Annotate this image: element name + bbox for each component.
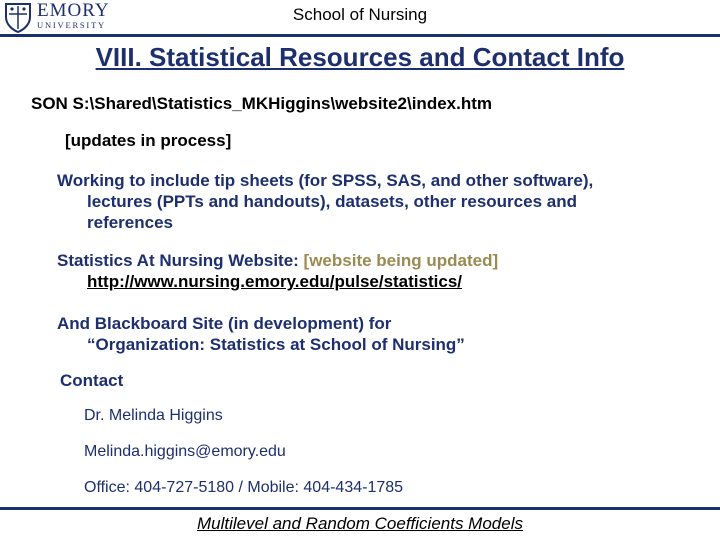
paragraph-line: lectures (PPTs and handouts), datasets, other resources and bbox=[87, 192, 577, 211]
contact-email: Melinda.higgins@emory.edu bbox=[84, 443, 286, 460]
paragraph-line: Working to include tip sheets (for SPSS, SAS, and other software), bbox=[57, 171, 594, 190]
contact-name: Dr. Melinda Higgins bbox=[84, 407, 223, 424]
logo-wordmark: EMORY bbox=[37, 0, 110, 21]
slide-footer: Multilevel and Random Coefficients Models bbox=[197, 514, 523, 533]
paragraph-line: And Blackboard Site (in development) for bbox=[57, 314, 392, 333]
website-paragraph bbox=[57, 250, 707, 292]
slide-title: VIII. Statistical Resources and Contact Info bbox=[95, 42, 625, 72]
slide-header: School of Nursing bbox=[292, 5, 428, 24]
tip-sheets-paragraph bbox=[57, 170, 707, 233]
paragraph-line: “Organization: Statistics at School of Nursing” bbox=[87, 335, 465, 354]
header-divider bbox=[0, 34, 720, 37]
file-path: SON S:\Shared\Statistics_MKHiggins\website2\index.htm bbox=[31, 94, 492, 113]
website-status-note: [website being updated] bbox=[303, 251, 499, 270]
statistics-website-link[interactable]: http://www.nursing.emory.edu/pulse/statistics/ bbox=[87, 272, 462, 291]
paragraph-line: references bbox=[87, 213, 174, 232]
contact-phones: Office: 404-727-5180 / Mobile: 404-434-1785 bbox=[84, 479, 404, 496]
blackboard-paragraph bbox=[57, 313, 707, 355]
updates-note: [updates in process] bbox=[65, 131, 232, 150]
logo-subtext: UNIVERSITY bbox=[37, 20, 106, 30]
contact-heading: Contact bbox=[60, 371, 124, 390]
footer-divider bbox=[0, 507, 720, 510]
website-label: Statistics At Nursing Website: bbox=[57, 251, 304, 270]
